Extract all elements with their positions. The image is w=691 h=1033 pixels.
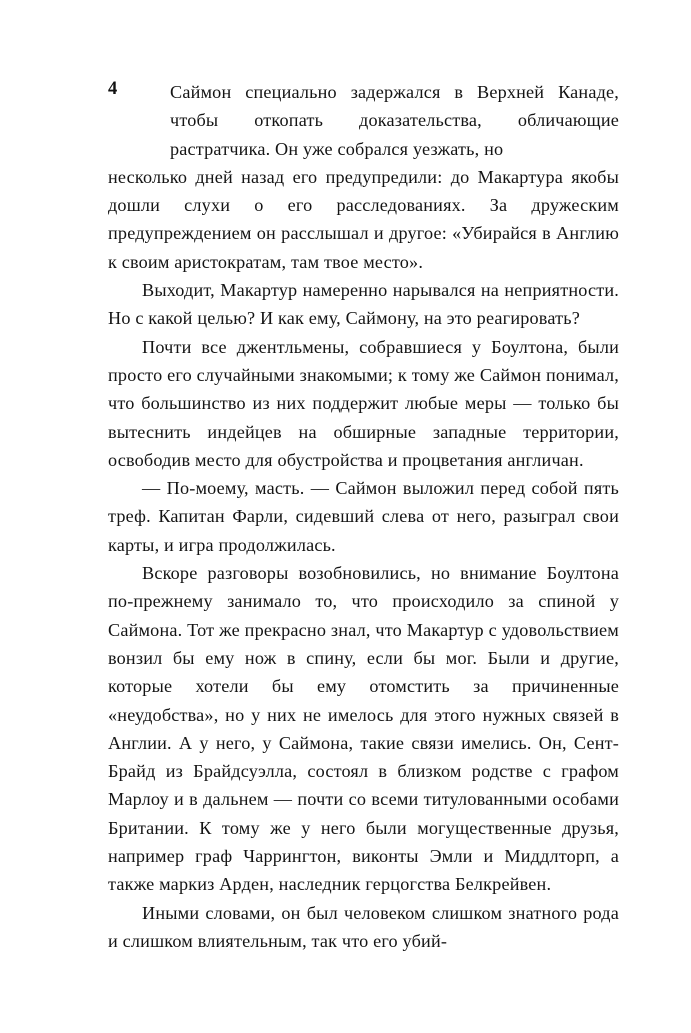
opening-paragraph-rest: несколько дней назад его предупредили: до Макартура якобы дошли слухи о его расследованиях. За дружеским предупреждением он расслышал и другое: «Убирайся в Англию к своим аристократам, там твое место».	[108, 166, 619, 272]
paragraph: Выходит, Макартур намеренно нарывался на неприятности. Но с какой целью? И как ему, Саймону, на это реагировать?	[108, 280, 619, 329]
paragraph-dialogue: — По-моему, масть. — Саймон выложил перед собой пять треф. Капитан Фарли, сидевший слева от него, разыграл свои карты, и игра продолжилась.	[108, 478, 619, 555]
paragraph: Вскоре разговоры возобновились, но внимание Боултона по-прежнему занимало то, что происходило за спиной у Саймона. Тот же прекрасно знал, что Макартур с удовольствием вонзил бы ему нож в спину, если бы мог. Были и другие, которые хотели бы ему отомстить за причиненные «неудобства», но у них не имелось для этого нужных связей в Англии. А у него, у Саймона, такие связи имелись. Он, Сент-Брайд из Брайдсуэлла, состоял в близком родстве с графом Марлоу и в дальнем — почти со всеми титулованными особами Британии. К тому же у него были могущественные друзья, например граф Чаррингтон, виконты Эмли и Миддлторп, а также маркиз Арден, наследник герцогства Белкрейвен.	[108, 563, 619, 895]
page-number: 4	[108, 79, 118, 99]
paragraph: Почти все джентльмены, собравшиеся у Боултона, были просто его случайными знакомыми; к тому же Саймон понимал, что большинство из них поддержит любые меры — только бы вытеснить индейцев на обширные западные территории, освободив место для обустройства и процветания англичан.	[108, 336, 619, 470]
page-body	[108, 78, 619, 955]
opening-paragraph	[108, 78, 619, 276]
opening-paragraph-lead: Саймон специально задержался в Верхней Канаде, чтобы откопать доказательства, обличающие растратчика. Он уже собрался уезжать, но	[170, 82, 619, 159]
paragraph: Иными словами, он был человеком слишком знатного рода и слишком влиятельным, так что его убий-	[108, 902, 619, 951]
